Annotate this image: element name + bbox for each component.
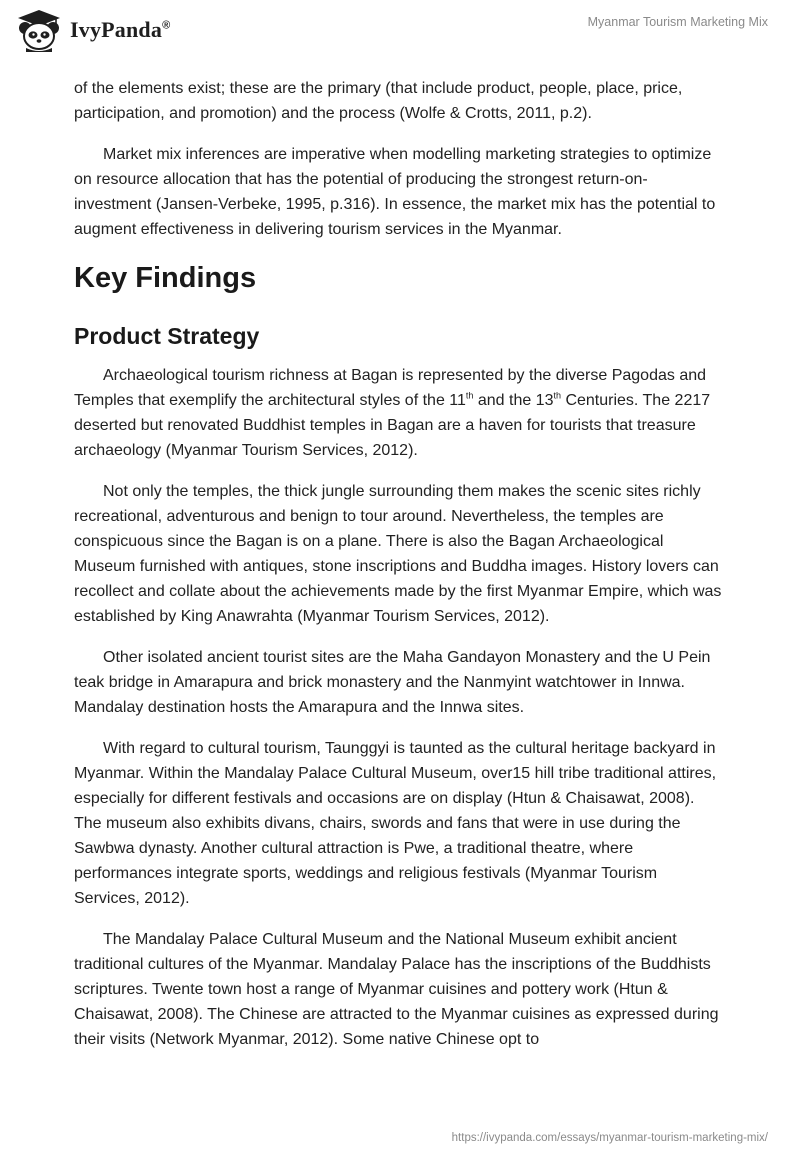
paragraph-market-mix: Market mix inferences are imperative when modelling marketing strategies to optimize on resource allocation that has the potential of producing the strongest return-on-investment (Jansen-Verbeke, 1995, p.316). In essence, the market mix has the potential to augment effectiveness in delivering tourism services in the Myanmar. <box>74 146 716 238</box>
paragraph-continuation: of the elements exist; these are the primary (that include product, people, place, price, participation, and promotion) and the process (Wolfe & Crotts, 2011, p.2). <box>74 80 683 122</box>
paragraph-ancient-sites: Other isolated ancient tourist sites are the Maha Gandayon Monastery and the U Pein teak bridge in Amarapura and brick monastery and the Nanmyint watchtower in Innwa. Mandalay destination hosts the Amarapura and the Innwa sites. <box>74 649 711 716</box>
brand-name: IvyPanda® <box>70 17 171 42</box>
ivypanda-logo[interactable] <box>14 8 170 52</box>
heading-key-findings: Key Findings <box>74 262 257 294</box>
source-url[interactable]: https://ivypanda.com/essays/myanmar-tourism-marketing-mix/ <box>451 1132 768 1144</box>
paragraph-museums: The Mandalay Palace Cultural Museum and the National Museum exhibit ancient traditional cultures of the Myanmar. Mandalay Palace has the inscriptions of the Buddhists scriptures. Twente town host a range of Myanmar cuisines and pottery work (Htun & Chaisawat, 2008). The Chinese are attracted to the Myanmar cuisines as expressed during their visits (Network Myanmar, 2012). Some native Chinese opt to <box>74 931 719 1048</box>
paragraph-cultural-tourism: With regard to cultural tourism, Taunggyi is taunted as the cultural heritage backyard in Myanmar. Within the Mandalay Palace Cultural Museum, over15 hill tribe traditional attires, especially for different festivals and occasions are on display (Htun & Chaisawat, 2008). The museum also exhibits divans, chairs, swords and fans that were in use during the Sawbwa dynasty. Another cultural attraction is Pwe, a traditional theatre, where performances integrate sports, weddings and religious festivals (Myanmar Tourism Services, 2012). <box>74 740 717 907</box>
paragraph-archaeological-tourism: Archaeological tourism richness at Bagan is represented by the diverse Pagodas and Temples that exemplify the architectural styles of the 11th and the 13th Centuries. The 2217 deserted but renovated Buddhist temples in Bagan are a haven for tourists that treasure archaeology (Myanmar Tourism Services, 2012). <box>74 367 711 459</box>
essay-content <box>74 76 724 1068</box>
heading-product-strategy: Product Strategy <box>74 323 260 349</box>
document-title: Myanmar Tourism Marketing Mix <box>587 15 768 29</box>
page-header <box>0 0 800 60</box>
paragraph-temples-jungle: Not only the temples, the thick jungle surrounding them makes the scenic sites richly recreational, adventurous and benign to tour around. Nevertheless, the temples are conspicuous since the Bagan is on a plane. There is also the Bagan Archaeological Museum furnished with antiques, stone inscriptions and Buddha images. History lovers can recollect and collate about the achievements made by the first Myanmar Empire, which was established by King Anawrahta (Myanmar Tourism Services, 2012). <box>74 483 722 625</box>
panda-graduate-icon <box>14 8 64 52</box>
registered-mark: ® <box>162 19 171 32</box>
